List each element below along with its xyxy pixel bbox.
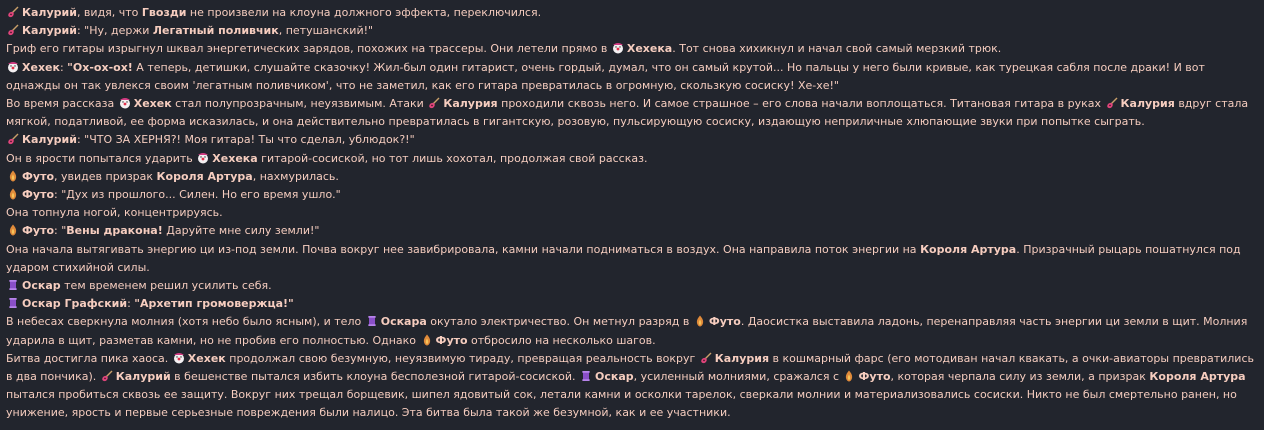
- message-text: стал полупрозрачным, неуязвимым. Атаки: [171, 97, 428, 111]
- message-text: вдруг стала мягкой, податливой, ее форма исказилась, и она действительно превратилась в гигантскую, розовую, пульсирующую сосиску, издающую неприличные хлюпающие звуки при попытке сыграть.: [6, 97, 1249, 129]
- message-text: гитарой-сосиской, но тот лишь хохотал, продолжая свой рассказ.: [257, 151, 648, 165]
- message-text: в бешенстве пытался избить клоуна бесполезной гитарой-сосиской.: [170, 370, 580, 384]
- bold-text: Хехек: [22, 60, 60, 74]
- bold-text: Футо: [22, 188, 55, 202]
- chat-message: [6, 59, 1256, 95]
- chat-message: [6, 131, 1256, 149]
- bold-text: Хехека: [212, 151, 258, 165]
- message-text: А теперь, детишки, слушайте сказочку! Жил-был один гитарист, очень гордый, думал, что он самый крутой... Но пальцы у него были кривые, как турецкая сабля после драки! И вот однажды он так увлекся своим 'легатным поливчиком', что не заметил, как его гитара превратилась в огромную, скользкую сосиску! Хе-хе!": [6, 60, 1205, 92]
- message-text: :: [127, 297, 135, 311]
- message-text: : "ЧТО ЗА ХЕРНЯ?! Моя гитара! Ты что сделал, ублюдок?!": [76, 133, 415, 147]
- chat-message: [6, 150, 1256, 168]
- message-text: , усиленный молниями, сражался с: [633, 370, 843, 384]
- guitar-icon: [7, 133, 19, 145]
- message-text: : ": [54, 224, 67, 238]
- message-text: Он в ярости попытался ударить: [6, 151, 197, 165]
- message-text: пытался пробиться сквозь ее защиту. Вокруг них трещал борщевик, шипел ядовитый сок, летали камни и осколки тарелок, сверкали молнии и материализовались сосиски. Никто не был смертельно ранен, но унижение, ярость и первые серьезные повреждения были налицо. Эта битва была такой же безумной, как и ее участники.: [6, 388, 1237, 420]
- message-text: Во время рассказа: [6, 97, 118, 111]
- bold-text: Короля Артура: [1149, 370, 1246, 384]
- message-text: , увидев призрак: [54, 169, 157, 183]
- chat-message: [6, 241, 1256, 277]
- bold-text: Калурия: [1120, 97, 1175, 111]
- flame-icon: [7, 188, 19, 200]
- message-text: , видя, что: [76, 6, 142, 19]
- chat-message: [6, 350, 1256, 423]
- scroll-icon: [580, 370, 592, 382]
- bold-text: Калурий: [22, 24, 77, 38]
- bold-text: Оскар: [595, 370, 634, 384]
- bold-text: Вены дракона!: [66, 224, 163, 238]
- message-text: окутало электричество. Он метнул разряд в: [426, 315, 693, 329]
- guitar-icon: [428, 97, 440, 109]
- flame-icon: [7, 224, 19, 236]
- message-text: в кошмарный фарс (его мотодиван начал квакать, а очки-авиаторы превратились в два пончика).: [6, 351, 1254, 384]
- message-text: , петушанский!": [278, 24, 374, 38]
- clipped-top-edge: [0, 0, 1264, 3]
- clown-icon: [612, 42, 624, 54]
- chat-message: [6, 186, 1256, 204]
- message-text: Битва достигла пика хаоса.: [6, 351, 172, 365]
- bold-text: Калурий: [22, 133, 77, 147]
- clown-icon: [197, 152, 209, 164]
- bold-text: Хехек: [187, 351, 226, 365]
- bold-text: "Архетип громовержца!": [134, 297, 294, 311]
- chat-message: [6, 313, 1256, 349]
- message-text: : "Ну, держи: [76, 24, 153, 38]
- bold-text: Короля Артура: [920, 242, 1017, 256]
- message-text: . Даосистка выставила ладонь, перенаправляя часть энергии ци земли в щит. Молния ударила в щит, разметав камни, но не пробив его полностью. Однако: [6, 315, 1248, 347]
- guitar-icon: [7, 6, 19, 18]
- message-text: проходили сквозь него. И самое страшное – его слова начали воплощаться. Титановая гитара в руках: [497, 97, 1105, 111]
- chat-message: [6, 277, 1256, 295]
- bold-text: Футо: [858, 370, 891, 384]
- chat-message: [6, 4, 1256, 22]
- bold-text: Короля Артура: [156, 169, 253, 183]
- bold-text: Футо: [435, 333, 468, 347]
- flame-icon: [694, 315, 706, 327]
- chat-message: [6, 204, 1256, 222]
- message-text: отбросило на несколько шагов.: [467, 333, 656, 347]
- clown-icon: [173, 352, 185, 364]
- message-text: Она начала вытягивать энергию ци из-под земли. Почва вокруг нее завибрировала, камни начали подниматься в воздух. Она направила поток энергии на: [6, 242, 921, 256]
- chat-message: [6, 22, 1256, 40]
- flame-icon: [7, 170, 19, 182]
- bold-text: Оскара: [380, 315, 427, 329]
- bold-text: Хехека: [626, 42, 673, 56]
- message-text: : "Дух из прошлого... Силен. Но его время ушло.": [54, 188, 341, 202]
- message-text: Гриф его гитары изрыгнул шквал энергетических зарядов, похожих на трассеры. Они летели прямо в: [6, 42, 611, 56]
- message-text: , которая черпала силу из земли, а призрак: [890, 370, 1150, 384]
- guitar-icon: [101, 370, 113, 382]
- clown-icon: [7, 61, 19, 73]
- chat-message: [6, 95, 1256, 131]
- scroll-icon: [7, 297, 19, 309]
- guitar-icon: [1106, 97, 1118, 109]
- guitar-icon: [7, 24, 19, 36]
- bold-text: Футо: [708, 315, 741, 329]
- message-text: , нахмурилась.: [252, 169, 339, 183]
- message-text: тем временем решил усилить себя.: [60, 279, 272, 293]
- chat-message: [6, 168, 1256, 186]
- bold-text: Оскар: [22, 279, 61, 293]
- message-text: В небесах сверкнула молния (хотя небо было ясным), и тело: [6, 315, 365, 329]
- flame-icon: [843, 370, 855, 382]
- bold-text: Легатный поливчик: [152, 24, 279, 38]
- scroll-icon: [7, 279, 19, 291]
- scroll-icon: [366, 315, 378, 327]
- message-text: продолжал свою безумную, неуязвимую тираду, превращая реальность вокруг: [225, 351, 699, 365]
- bold-text: Футо: [22, 224, 55, 238]
- guitar-icon: [700, 352, 712, 364]
- bold-text: Хехек: [133, 97, 172, 111]
- bold-text: Калурий: [115, 370, 171, 384]
- chat-message: [6, 222, 1256, 240]
- flame-icon: [421, 334, 433, 346]
- message-text: :: [59, 60, 68, 74]
- bold-text: Футо: [22, 169, 55, 183]
- bold-text: Калурий: [22, 6, 77, 19]
- message-text: . Тот снова хихикнул и начал свой самый мерзкий трюк.: [672, 42, 1002, 56]
- bold-text: Калурия: [714, 351, 770, 365]
- bold-text: Оскар Графский: [22, 297, 128, 311]
- message-text: Даруйте мне силу земли!": [162, 224, 320, 238]
- clown-icon: [119, 97, 131, 109]
- bold-text: Калурия: [443, 97, 498, 111]
- chat-message: [6, 40, 1256, 58]
- message-text: Она топнула ногой, концентрируясь.: [6, 206, 223, 220]
- bold-text: Гвозди: [141, 6, 187, 19]
- message-text: не произвели на клоуна должного эффекта, переключился.: [186, 6, 542, 19]
- message-text: . Призрачный рыцарь пошатнулся под ударом стихийной силы.: [6, 242, 1241, 274]
- chat-message: [6, 295, 1256, 313]
- bold-text: "Ох-ох-ох!: [67, 60, 133, 74]
